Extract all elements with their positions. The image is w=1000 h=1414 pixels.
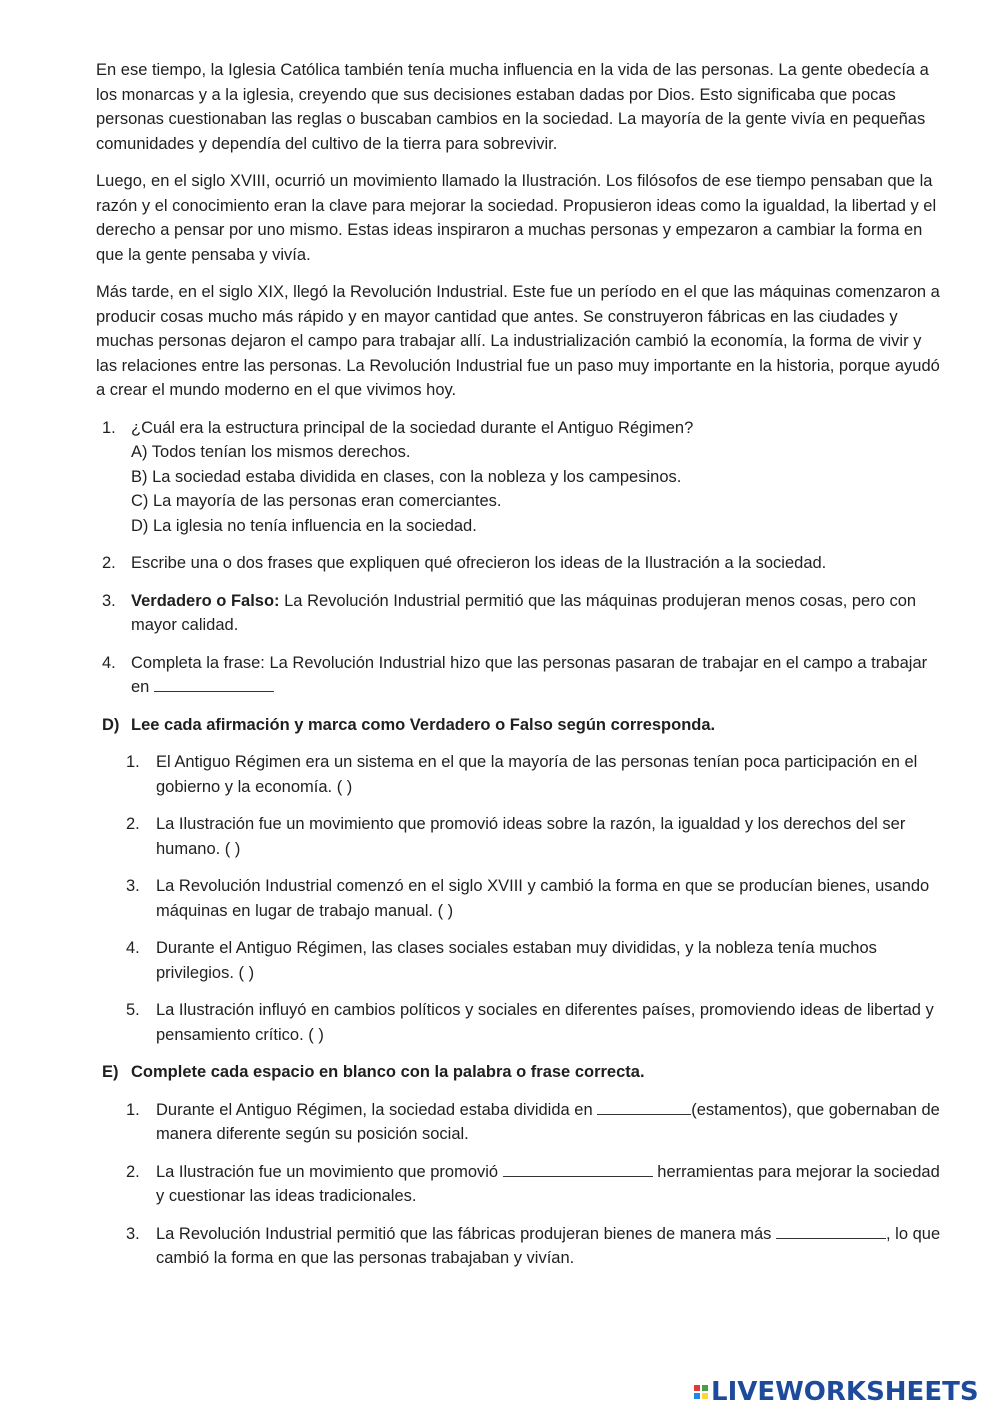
question-text: ¿Cuál era la estructura principal de la sociedad durante el Antiguo Régimen? <box>131 418 694 437</box>
statement-number: 4. <box>126 939 140 957</box>
item-number: 3. <box>126 1224 140 1243</box>
item-number: 2. <box>126 1162 140 1181</box>
question-2 <box>96 551 941 576</box>
text-after: (estamentos), que gobernaban de manera diferente según su posición social. <box>156 1100 940 1143</box>
statement-text[interactable]: Durante el Antiguo Régimen, las clases sociales estaban muy divididas, y la nobleza tenía muchos privilegios. ( ) <box>156 939 877 982</box>
paragraph-revolucion: Más tarde, en el siglo XIX, llegó la Revolución Industrial. Este fue un período en el que las máquinas comenzaron a producir cosas mucho más rápido y en mayor cantidad que antes. Se construyeron fábricas en las ciudades y muchas personas dejaron el campo para trabajar allí. La industrialización cambió la economía, la forma de vivir y las relaciones entre las personas. La Revolución Industrial fue un paso muy importante en la historia, porque ayudó a crear el mundo moderno en el que vivimos hoy. <box>96 283 940 399</box>
option-c[interactable]: C) La mayoría de las personas eran comerciantes. <box>131 492 502 510</box>
question-3 <box>96 589 941 638</box>
statement-2 <box>121 812 941 861</box>
statement-text[interactable]: La Ilustración influyó en cambios políticos y sociales en diferentes países, promoviendo ideas de libertad y pensamiento crítico. ( ) <box>156 1001 934 1044</box>
section-d-list <box>96 750 941 1047</box>
text-before: La Revolución Industrial permitió que las fábricas produjeran bienes de manera más <box>156 1224 777 1243</box>
question-text: Escribe una o dos frases que expliquen qué ofrecieron los ideas de la Ilustración a la sociedad. <box>131 554 827 572</box>
logo-text: LIVEWORKSHEETS <box>711 1377 979 1407</box>
text-after: , lo que cambió la forma en que las personas trabajaban y vivían. <box>156 1224 941 1267</box>
section-title: Lee cada afirmación y marca como Verdadero o Falso según corresponda. <box>131 715 716 734</box>
option-a[interactable]: A) Todos tenían los mismos derechos. <box>131 443 411 461</box>
answer-blank[interactable] <box>503 1160 653 1177</box>
statement-text[interactable]: La Ilustración fue un movimiento que promovió ideas sobre la razón, la igualdad y los derechos del ser humano. ( ) <box>156 815 906 858</box>
section-title: Complete cada espacio en blanco con la palabra o frase correcta. <box>131 1063 645 1081</box>
statement-number: 5. <box>126 1001 140 1019</box>
section-letter: E) <box>102 1063 119 1081</box>
text-before: La Ilustración fue un movimiento que promovió <box>156 1162 503 1181</box>
statement-text[interactable]: El Antiguo Régimen era un sistema en el que la mayoría de las personas tenían poca participación en el gobierno y la economía. ( ) <box>156 753 918 796</box>
option-b[interactable]: B) La sociedad estaba dividida en clases, con la nobleza y los campesinos. <box>131 467 682 486</box>
text-after: herramientas para mejorar la sociedad y cuestionar las ideas tradicionales. <box>156 1162 940 1205</box>
statement-number: 1. <box>126 753 140 771</box>
question-number: 1. <box>102 418 116 437</box>
paragraph-ilustracion: Luego, en el siglo XVIII, ocurrió un movimiento llamado la Ilustración. Los filósofos de ese tiempo pensaban que la razón y el conocimiento eran la clave para mejorar la sociedad. Propusieron ideas como la igualdad, la libertad y el derecho a pensar por uno mismo. Estas ideas inspiraron a muchas personas y empezaron a cambiar la forma en que la gente pensaba y vivía. <box>96 172 937 264</box>
question-4 <box>96 651 941 700</box>
question-text: La Revolución Industrial permitió que las máquinas produjeran menos cosas, pero con mayor calidad. <box>131 591 917 634</box>
true-false-label: Verdadero o Falso: <box>131 591 280 610</box>
question-text: Completa la frase: La Revolución Industrial hizo que las personas pasaran de trabajar en el campo a trabajar en <box>131 653 928 696</box>
statement-text[interactable]: La Revolución Industrial comenzó en el siglo XVIII y cambió la forma en que se producían bienes, usando máquinas en lugar de trabajo manual. ( ) <box>156 877 930 920</box>
statement-number: 2. <box>126 815 140 833</box>
question-number: 3. <box>102 591 116 610</box>
fill-blank-2 <box>121 1160 941 1209</box>
statement-1 <box>121 750 941 799</box>
question-number: 4. <box>102 653 116 672</box>
question-number: 2. <box>102 554 116 572</box>
answer-blank[interactable] <box>154 675 274 692</box>
question-list <box>96 416 941 700</box>
fill-blank-1 <box>121 1098 941 1147</box>
item-number: 1. <box>126 1100 140 1119</box>
answer-blank[interactable] <box>776 1222 886 1239</box>
section-d-heading <box>96 713 941 738</box>
logo-grid-icon <box>694 1385 708 1399</box>
text-before: Durante el Antiguo Régimen, la sociedad estaba dividida en <box>156 1100 598 1119</box>
section-e-list <box>96 1098 941 1271</box>
fill-blank-3 <box>121 1222 941 1271</box>
answer-blank[interactable] <box>597 1098 691 1115</box>
worksheet-page <box>96 58 941 1284</box>
paragraph-iglesia: En ese tiempo, la Iglesia Católica también tenía mucha influencia en la vida de las personas. La gente obedecía a los monarcas y a la iglesia, creyendo que sus decisiones estaban dadas por Dios. Esto significaba que pocas personas cuestionaban las reglas o buscaban cambios en la sociedad. La mayoría de la gente vivía en pequeñas comunidades y dependía del cultivo de la tierra para sobrevivir. <box>96 61 929 153</box>
option-d[interactable]: D) La iglesia no tenía influencia en la sociedad. <box>131 516 477 535</box>
liveworksheets-logo <box>694 1378 979 1406</box>
section-letter: D) <box>102 715 120 734</box>
statement-4 <box>121 936 941 985</box>
statement-5 <box>121 998 941 1047</box>
question-1 <box>96 416 941 539</box>
statement-3 <box>121 874 941 923</box>
statement-number: 3. <box>126 877 140 895</box>
section-e-heading <box>96 1060 941 1085</box>
